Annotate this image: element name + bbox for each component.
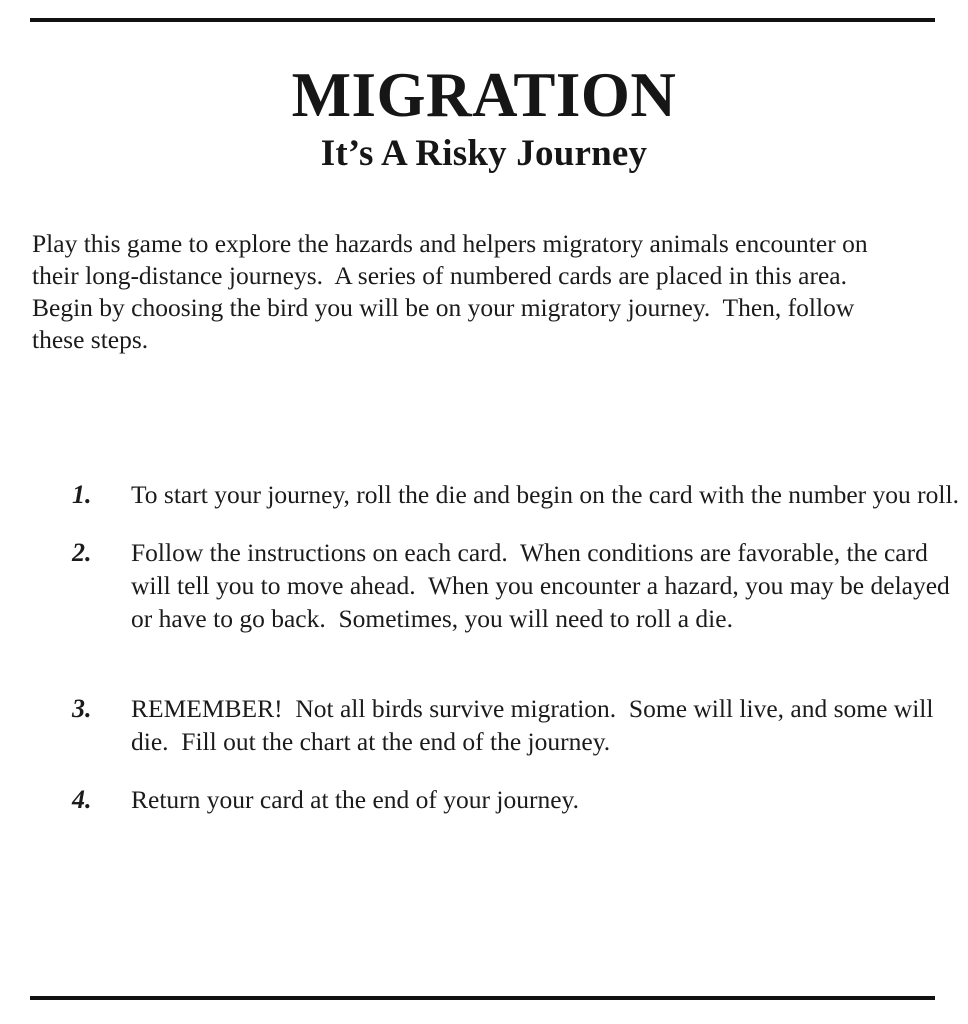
step-text: To start your journey, roll the die and begin on the card with the number you roll. xyxy=(131,480,959,509)
top-divider-rule xyxy=(30,18,935,22)
steps-list xyxy=(32,478,968,841)
step-text: Follow the instructions on each card. When conditions are favorable, the card will tell you to move ahead. When you encounter a hazard, you may be delayed or have to go back. Sometimes, you will need to roll a die. xyxy=(131,538,957,633)
page-subtitle: It’s A Risky Journey xyxy=(320,133,648,174)
step-number: 4. xyxy=(72,785,92,814)
list-item xyxy=(72,478,968,511)
title-block xyxy=(0,60,968,174)
page-title: MIGRATION xyxy=(291,60,677,130)
list-item xyxy=(72,536,968,635)
list-item xyxy=(72,783,968,816)
list-item xyxy=(72,692,968,758)
intro-paragraph: Play this game to explore the hazards and helpers migratory animals encounter on their long-distance journeys. A series of numbered cards are placed in this area. Begin by choosing the bird you will be on your migratory journey. Then, follow these steps. xyxy=(32,229,874,354)
step-text: REMEMBER! Not all birds survive migration. Some will live, and some will die. Fill out the chart at the end of the journey. xyxy=(131,694,940,756)
step-text: Return your card at the end of your journey. xyxy=(131,785,579,814)
step-number: 1. xyxy=(72,480,92,509)
step-number: 3. xyxy=(72,694,92,723)
bottom-divider-rule xyxy=(30,996,935,1000)
step-number: 2. xyxy=(72,538,92,567)
